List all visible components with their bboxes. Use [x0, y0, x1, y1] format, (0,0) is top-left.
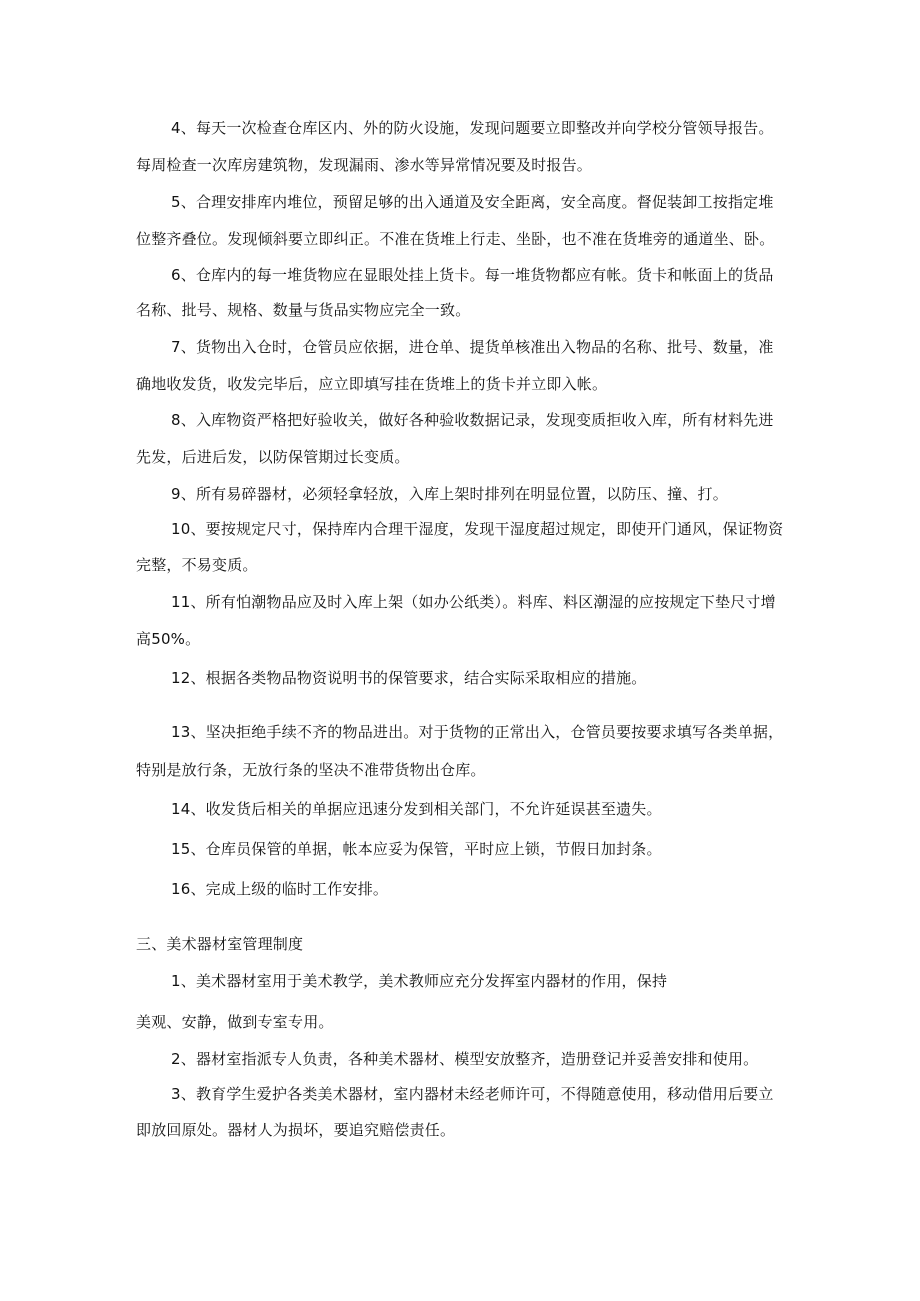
item-7-line-1: 7、货物出入仓时，仓管员应依据，进仓单、提货单核准出入物品的名称、批号、数量，准 [171, 338, 774, 356]
item-6-line-2: 名称、批号、规格、数量与货品实物应完全一致。 [136, 301, 471, 319]
item-12-line-1: 12、根据各类物品物资说明书的保管要求，结合实际采取相应的措施。 [171, 669, 647, 687]
art-3-line-2: 即放回原处。器材人为损坏，要追究赔偿责任。 [136, 1121, 456, 1139]
item-10-line-2: 完整，不易变质。 [136, 556, 258, 574]
art-1-line-1: 1、美术器材室用于美术教学，美术教师应充分发挥室内器材的作用，保持 [171, 972, 668, 990]
art-2-line-1: 2、器材室指派专人负责，各种美术器材、模型安放整齐，造册登记并妥善安排和使用。 [171, 1050, 759, 1068]
item-4-line-1: 4、每天一次检查仓库区内、外的防火设施，发现问题要立即整改并向学校分管领导报告。 [171, 119, 774, 137]
art-1-line-2: 美观、安静，做到专室专用。 [136, 1013, 334, 1031]
item-6-line-1: 6、仓库内的每一堆货物应在显眼处挂上货卡。每一堆货物都应有帐。货卡和帐面上的货品 [171, 266, 774, 284]
item-15-line-1: 15、仓库员保管的单据，帐本应妥为保管，平时应上锁，节假日加封条。 [171, 840, 662, 858]
item-5-line-2: 位整齐叠位。发现倾斜要立即纠正。不准在货堆上行走、坐卧，也不准在货堆旁的通道坐、卧。 [136, 230, 775, 248]
item-9-line-1: 9、所有易碎器材，必须轻拿轻放，入库上架时排列在明显位置，以防压、撞、打。 [171, 485, 728, 503]
item-7-line-2: 确地收发货，收发完毕后，应立即填写挂在货堆上的货卡并立即入帐。 [136, 375, 608, 393]
item-11-line-1: 11、所有怕潮物品应及时入库上架（如办公纸类）。料库、料区潮湿的应按规定下垫尺寸增 [171, 593, 776, 611]
item-13-line-2: 特别是放行条，无放行条的坚决不准带货物出仓库。 [136, 761, 486, 779]
item-8-line-2: 先发，后进后发，以防保管期过长变质。 [136, 448, 410, 466]
section-heading: 三、美术器材室管理制度 [136, 935, 304, 953]
item-14-line-1: 14、收发货后相关的单据应迅速分发到相关部门，不允许延误甚至遗失。 [171, 800, 662, 818]
item-10-line-1: 10、要按规定尺寸，保持库内合理干湿度，发现干湿度超过规定，即使开门通风，保证物资 [171, 520, 784, 538]
item-8-line-1: 8、入库物资严格把好验收关，做好各种验收数据记录，发现变质拒收入库，所有材料先进 [171, 411, 774, 429]
item-11-line-2: 高50%。 [136, 630, 201, 648]
item-4-line-2: 每周检查一次库房建筑物，发现漏雨、渗水等异常情况要及时报告。 [136, 156, 593, 174]
item-5-line-1: 5、合理安排库内堆位，预留足够的出入通道及安全距离，安全高度。督促装卸工按指定堆 [171, 193, 774, 211]
item-13-line-1: 13、坚决拒绝手续不齐的物品进出。对于货物的正常出入，仓管员要按要求填写各类单据， [171, 723, 784, 741]
art-3-line-1: 3、教育学生爱护各类美术器材，室内器材未经老师许可，不得随意使用，移动借用后要立 [171, 1085, 774, 1103]
item-16-line-1: 16、完成上级的临时工作安排。 [171, 880, 389, 898]
